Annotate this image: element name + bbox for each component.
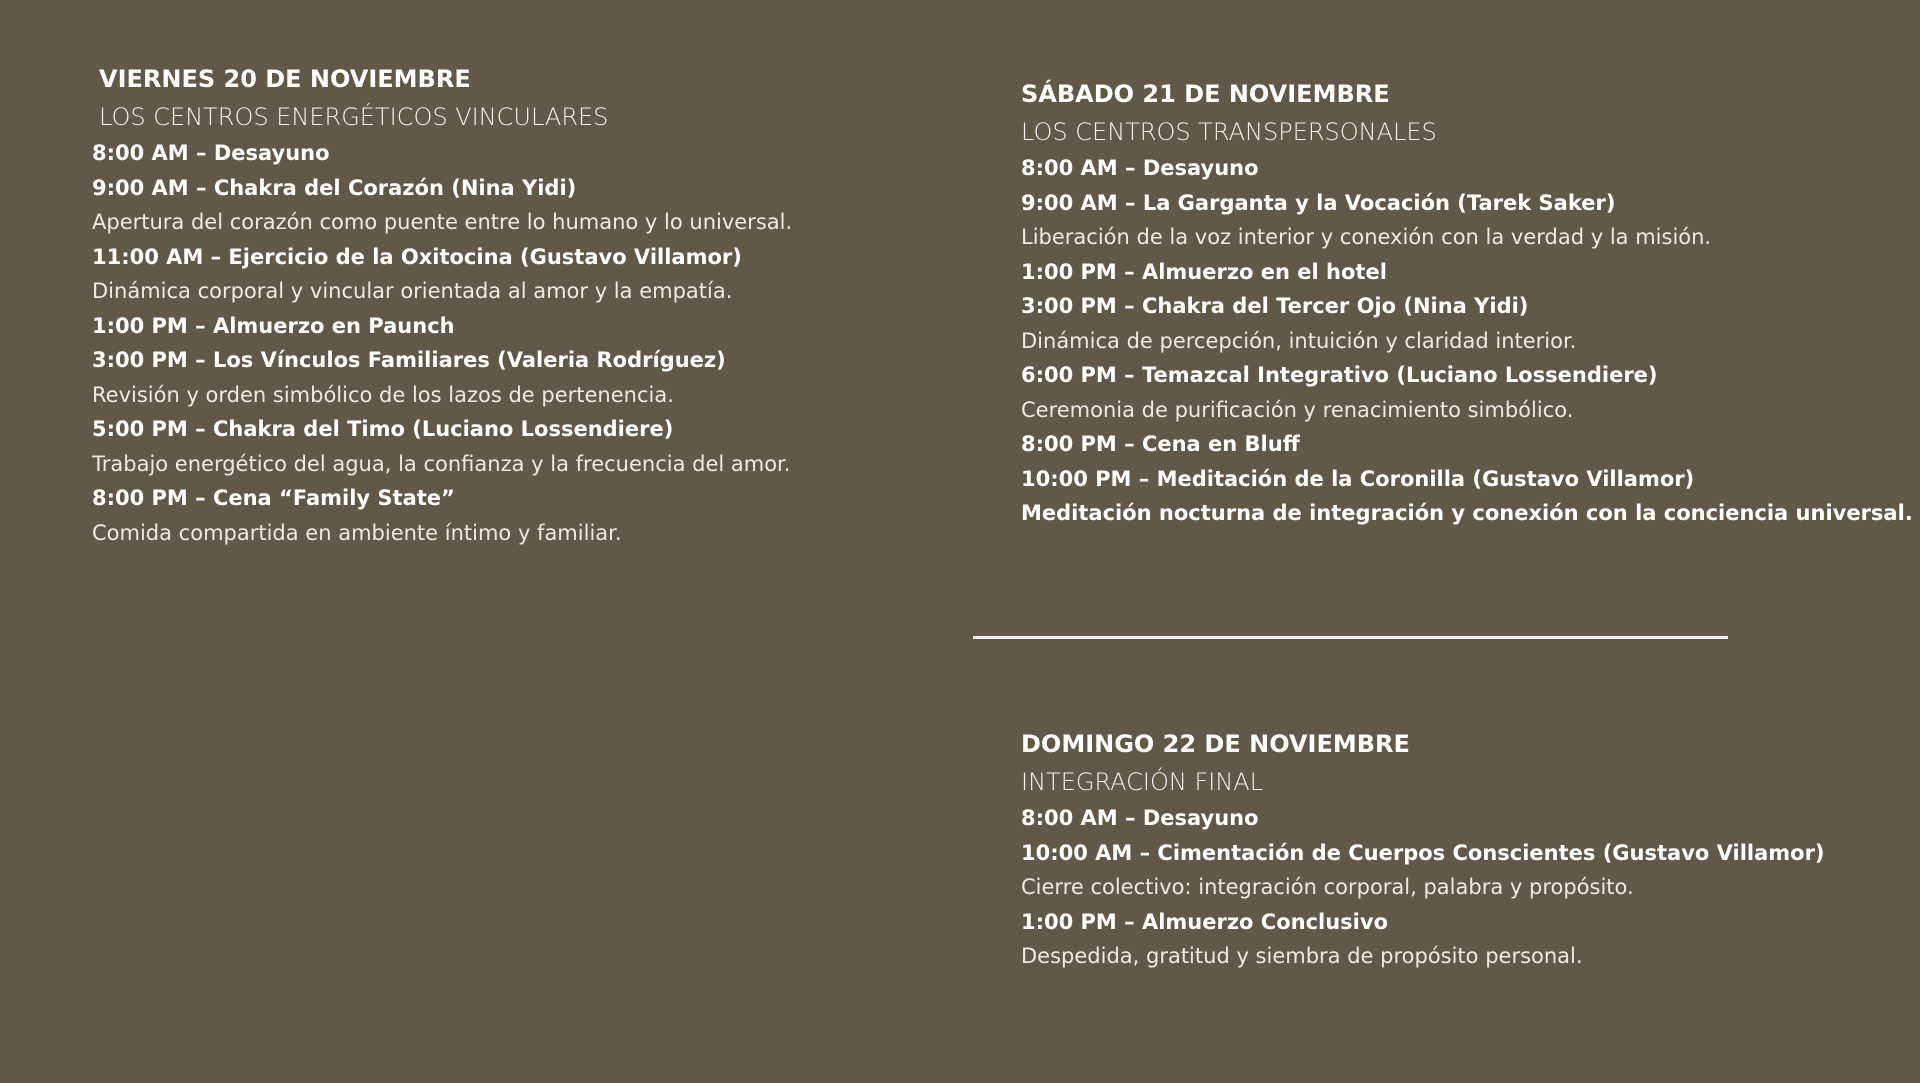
schedule-description: Liberación de la voz interior y conexión con la verdad y la misión. bbox=[1021, 225, 1712, 249]
schedule-time-item: 5:00 PM – Chakra del Timo (Luciano Lossendiere) bbox=[92, 417, 674, 441]
schedule-time-item: 10:00 AM – Cimentación de Cuerpos Conscientes (Gustavo Villamor) bbox=[1021, 840, 1825, 865]
schedule-description: Meditación nocturna de integración y conexión con la conciencia universal. bbox=[1021, 501, 1913, 525]
schedule-description: Dinámica corporal y vincular orientada al amor y la empatía. bbox=[92, 279, 733, 303]
day-title: SÁBADO 21 DE NOVIEMBRE bbox=[1021, 80, 1390, 108]
schedule-time-item: 8:00 PM – Cena “Family State” bbox=[92, 486, 455, 510]
schedule-time-item: 9:00 AM – Chakra del Corazón (Nina Yidi) bbox=[92, 175, 577, 200]
schedule-time-item: 3:00 PM – Los Vínculos Familiares (Valeria Rodríguez) bbox=[92, 348, 726, 372]
day-schedule-saturday bbox=[1021, 75, 1913, 531]
day-title: VIERNES 20 DE NOVIEMBRE bbox=[99, 65, 471, 93]
schedule-list bbox=[1021, 801, 1825, 974]
schedule-list bbox=[1021, 151, 1913, 531]
schedule-description: Dinámica de percepción, intuición y claridad interior. bbox=[1021, 328, 1577, 353]
schedule-time-item: 9:00 AM – La Garganta y la Vocación (Tarek Saker) bbox=[1021, 190, 1616, 215]
schedule-description: Apertura del corazón como puente entre lo humano y lo universal. bbox=[92, 210, 793, 234]
schedule-time-item: 8:00 AM – Desayuno bbox=[1021, 806, 1259, 830]
schedule-time-item: 10:00 PM – Meditación de la Coronilla (Gustavo Villamor) bbox=[1021, 466, 1695, 491]
day-title: DOMINGO 22 DE NOVIEMBRE bbox=[1021, 730, 1410, 758]
schedule-time-item: 8:00 PM – Cena en Bluff bbox=[1021, 432, 1300, 456]
day-subtitle: LOS CENTROS ENERGÉTICOS VINCULARES bbox=[99, 103, 609, 131]
schedule-description: Trabajo energético del agua, la confianza y la frecuencia del amor. bbox=[92, 451, 791, 476]
day-schedule-sunday bbox=[1021, 725, 1825, 974]
schedule-description: Despedida, gratitud y siembra de propósito personal. bbox=[1021, 944, 1583, 968]
schedule-description: Ceremonia de purificación y renacimiento simbólico. bbox=[1021, 397, 1574, 422]
schedule-time-item: 11:00 AM – Ejercicio de la Oxitocina (Gustavo Villamor) bbox=[92, 244, 742, 269]
day-subtitle: LOS CENTROS TRANSPERSONALES bbox=[1021, 118, 1437, 146]
schedule-time-item: 8:00 AM – Desayuno bbox=[92, 141, 330, 165]
section-divider bbox=[973, 636, 1728, 639]
day-schedule-friday bbox=[92, 60, 792, 550]
schedule-time-item: 1:00 PM – Almuerzo Conclusivo bbox=[1021, 909, 1388, 934]
schedule-time-item: 1:00 PM – Almuerzo en Paunch bbox=[92, 313, 455, 338]
schedule-time-item: 1:00 PM – Almuerzo en el hotel bbox=[1021, 259, 1387, 284]
schedule-time-item: 6:00 PM – Temazcal Integrativo (Luciano Lossendiere) bbox=[1021, 363, 1658, 387]
schedule-description: Revisión y orden simbólico de los lazos de pertenencia. bbox=[92, 382, 674, 407]
schedule-description: Comida compartida en ambiente íntimo y familiar. bbox=[92, 520, 622, 545]
schedule-time-item: 8:00 AM – Desayuno bbox=[1021, 156, 1259, 180]
schedule-description: Cierre colectivo: integración corporal, palabra y propósito. bbox=[1021, 875, 1634, 899]
schedule-time-item: 3:00 PM – Chakra del Tercer Ojo (Nina Yidi) bbox=[1021, 294, 1529, 318]
schedule-list bbox=[92, 136, 792, 550]
day-subtitle: INTEGRACIÓN FINAL bbox=[1021, 768, 1264, 796]
